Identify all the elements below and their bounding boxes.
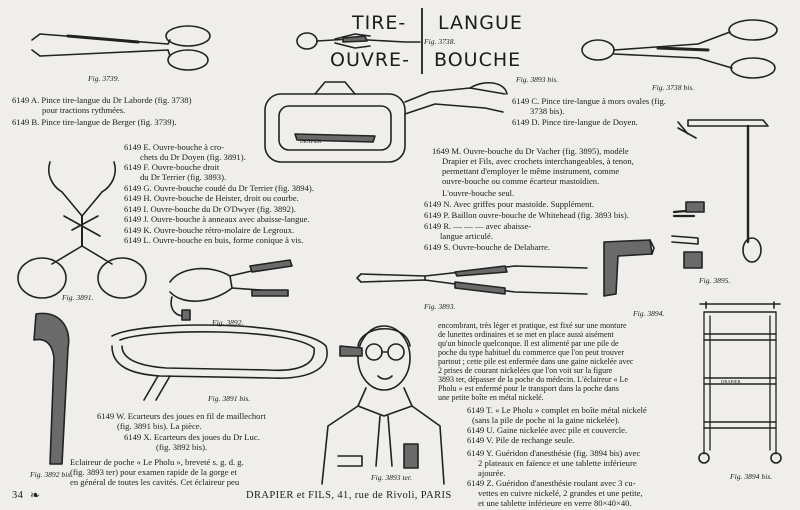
item-6149-u: 6149 U. Gaine nickelée avec pile et couvercle. [467,425,628,435]
eclaireur-line-3: en général de toutes les cavités. Cet éclaireur peu [70,477,240,487]
caption-fig-3891: Fig. 3891. [62,293,94,302]
eclaireur-line-2: (fig. 3893 ter) pour examen rapide de la gorge et [70,467,237,477]
pholu-paragraph-line-4: poche du type habituel du commerce que l'on peut trouver [438,348,625,357]
pholu-paragraph-line-2: de lunettes ordinaires et se met en place aussi aisément [438,330,614,339]
caption-fig-3739: Fig. 3739. [88,74,120,83]
header-bouche: BOUCHE [434,49,522,71]
item-6149-d: 6149 D. Pince tire-langue de Doyen. [512,117,638,127]
pholu-paragraph-line-6: 2 prises de courant nickelées que l'on voit sur la figure [438,366,613,375]
caption-fig-3895: Fig. 3895. [699,276,731,285]
page-number: 34 [12,490,24,501]
footer-publisher: DRAPIER et FILS, 41, rue de Rivoli, PARIS [246,490,452,501]
item-6149-w-cont: (fig. 3891 bis). La pièce. [117,421,202,431]
pholu-paragraph-line-1: encombrant, très léger et pratique, est fixé sur une monture [438,321,627,330]
caption-fig-3892-bis: Fig. 3892 bis. [30,470,73,479]
eclaireur-line-1: Eclaireur de poche « Le Pholu », breveté s. g. d. g. [70,457,244,467]
pholu-paragraph-line-5: partout ; cette pile est enfermée dans une gaine nickelée avec [438,357,634,366]
pholu-lamp-3893ter-illustration [318,316,446,486]
caption-fig-3893-bis: Fig. 3893 bis. [516,75,559,84]
item-6149-y-cont2: ajourée. [478,468,506,478]
item-6149-w: 6149 W. Ecarteurs des joues en fil de maillechort [97,411,266,421]
item-6149-y-cont1: 2 plateaux en faïence et une tablette inférieure [478,458,637,468]
caption-fig-3894: Fig. 3894. [633,309,665,318]
cheek-retractor-3891bis-illustration [100,316,335,402]
item-6149-z: 6149 Z. Guéridon d'anesthésie roulant avec 3 cu- [467,478,636,488]
pholu-paragraph-line-7: 3893 ter, dépasser de la poche du médecin. L'éclaireur « Le [438,375,628,384]
item-6149-a-cont: pour tractions rythmées. [42,105,126,115]
tongue-forceps-3738bis-illustration [578,14,788,84]
item-6149-t-cont: (sans la pile de poche ni la gaine nickelée). [472,415,620,425]
mouth-opener-3894-illustration [594,234,658,310]
item-6149-l: 6149 L. Ouvre-bouche en buis, forme conique à vis. [124,235,304,245]
item-6149-a: 6149 A. Pince tire-langue du Dr Laborde (fig. 3738) [12,95,192,105]
item-6149-b: 6149 B. Pince tire-langue de Berger (fig. 3739). [12,117,177,127]
ornament-icon: ❧ [30,488,41,502]
item-6149-f-cont: du Dr Terrier (fig. 3893). [140,172,227,182]
item-6149-k: 6149 K. Ouvre-bouche rétro-molaire de Legroux. [124,225,295,235]
caption-fig-3893: Fig. 3893. [424,302,456,311]
item-6149-f: 6149 F. Ouvre-bouche droit [124,162,220,172]
item-6149-v: 6149 V. Pile de rechange seule. [467,435,575,445]
caption-fig-3892: Fig. 3892. [212,318,244,327]
pholu-paragraph-line-9: une petite boîte en métal nickelé. [438,393,544,402]
item-6149-e: 6149 E. Ouvre-bouche à cro- [124,142,224,152]
item-1649-m-cont2: permettant d'employer le même instrument, comme [442,166,620,176]
item-6149-c: 6149 C. Pince tire-langue à mors ovales (fig. [512,96,666,106]
item-1649-m-cont1: Drapier et Fils, avec crochets interchangeables, à tenon, [442,156,634,166]
header-tire: TIRE- [352,12,407,34]
item-6149-r: 6149 R. — — — avec abaisse- [424,221,532,231]
item-6149-p: 6149 P. Baillon ouvre-bouche de Whitehead (fig. 3893 bis). [424,210,629,220]
caption-fig-3893-ter: Fig. 3893 ter. [371,473,412,482]
mouth-opener-3895-illustration [668,112,783,282]
pholu-paragraph-line-3: qu'un binocle quelconque. Il est alimenté par une pile de [438,339,619,348]
header-ouvre: OUVRE- [330,49,410,71]
item-6149-z-cont1: vettes en cuivre nickelé, 2 grandes et une petite, [478,488,643,498]
item-6149-n: 6149 N. Avec griffes pour mastoïde. Supplément. [424,199,594,209]
drapier-mark: DRAPIER [300,140,322,145]
item-6149-e-cont: chets du Dr Doyen (fig. 3891). [140,152,246,162]
item-6149-c-cont: 3738 bis). [530,106,565,116]
item-1649-m-seul: L'ouvre-bouche seul. [442,188,515,198]
drapier-mark-trolley: DRAPIER [721,379,741,384]
caption-fig-3894-bis: Fig. 3894 bis. [730,472,773,481]
item-6149-s: 6149 S. Ouvre-bouche de Delabarre. [424,242,550,252]
caption-fig-3891-bis: Fig. 3891 bis. [208,394,251,403]
cheek-retractor-3892bis-illustration [28,308,94,470]
item-6149-h: 6149 H. Ouvre-bouche de Heister, droit ou courbe. [124,193,299,203]
item-6149-g: 6149 G. Ouvre-bouche coudé du Dr Terrier (fig. 3894). [124,183,314,193]
caption-fig-3738: Fig. 3738. [424,37,456,46]
item-6149-i: 6149 I. Ouvre-bouche du Dr O'Dwyer (fig. 3892). [124,204,296,214]
tongue-forceps-3738-illustration [295,30,425,52]
item-6149-x: 6149 X. Ecarteurs des joues du Dr Luc. [124,432,260,442]
header-langue: LANGUE [438,12,523,34]
item-6149-t: 6149 T. « Le Pholu » complet en boîte métal nickelé [467,405,647,415]
tongue-forceps-3739-illustration [28,22,218,74]
item-1649-m: 1649 M. Ouvre-bouche du Dr Vacher (fig. 3895), modèle [432,146,629,156]
item-1649-m-cont3: ouvre-bouche ou comme écarteur mastoïdien. [442,176,600,186]
item-6149-z-cont2: et une tablette inférieure en verre 80×40×40. [478,498,632,508]
caption-fig-3738-bis: Fig. 3738 bis. [652,83,695,92]
pholu-paragraph-line-8: Pholu » est enfermé pour le transport dans la poche dans [438,384,619,393]
item-6149-y: 6149 Y. Guéridon d'anesthésie (fig. 3894 bis) avec [467,448,641,458]
item-6149-x-cont: (fig. 3892 bis). [156,442,208,452]
item-6149-r-cont: langue articulé. [440,231,493,241]
item-6149-j: 6149 J. Ouvre-bouche à anneaux avec abaisse-langue. [124,214,310,224]
mouth-gag-3893-illustration [355,252,595,312]
